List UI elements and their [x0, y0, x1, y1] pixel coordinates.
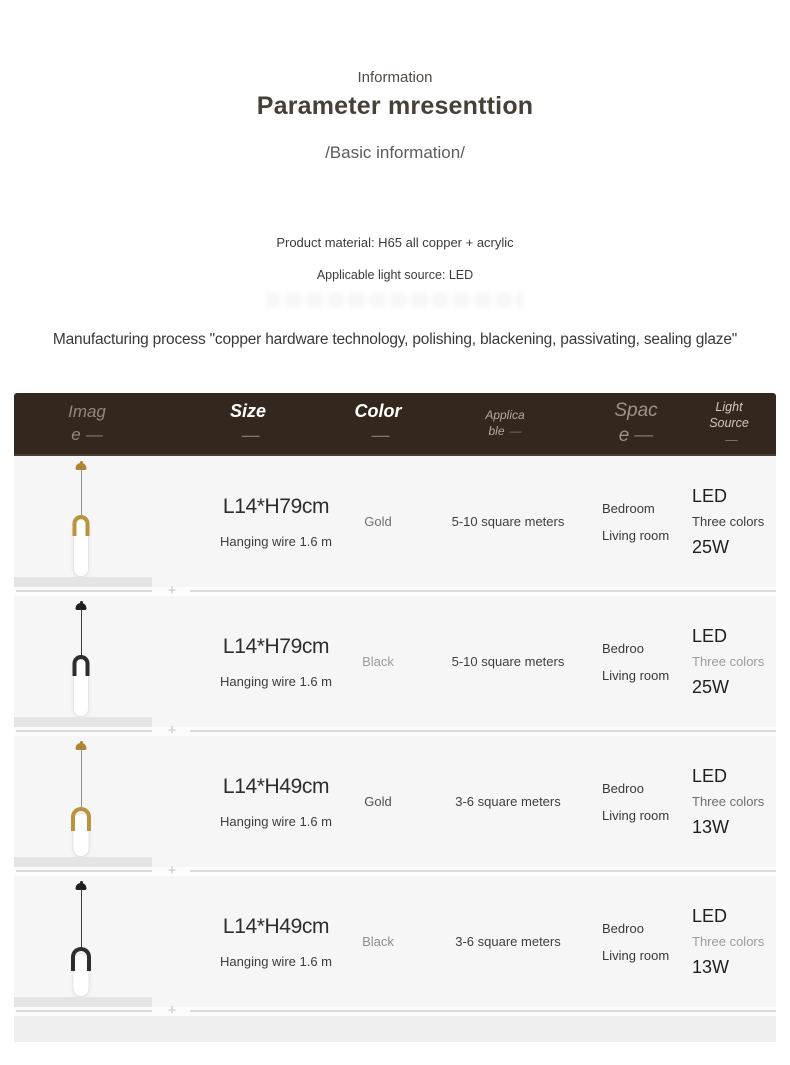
lamp-wire — [81, 749, 82, 809]
space-line-1: Bedroo — [602, 640, 644, 656]
row-divider — [14, 1002, 776, 1019]
hanging-wire-note: Hanging wire 1.6 m — [220, 813, 332, 829]
table-row — [14, 736, 776, 867]
row-divider — [14, 722, 776, 739]
table-row — [14, 876, 776, 1007]
light-type-value: LED — [692, 485, 728, 506]
hanging-wire-note: Hanging wire 1.6 m — [220, 533, 332, 549]
hanging-wire-note: Hanging wire 1.6 m — [220, 673, 332, 689]
space-cell — [590, 456, 682, 587]
pendant-lamp-image — [59, 463, 103, 583]
header-dash-icon: — — [85, 424, 103, 444]
light-type-value: LED — [692, 625, 728, 646]
divider-line-left — [16, 870, 152, 872]
column-header-space — [590, 399, 682, 448]
pendant-lamp-image — [59, 603, 103, 723]
lamp-wire — [81, 609, 82, 657]
light-colors-value: Three colors — [692, 653, 765, 669]
plus-icon: + — [167, 862, 177, 879]
applicable-value: 5-10 square meters — [451, 514, 565, 529]
light-colors-value: Three colors — [692, 793, 765, 809]
space-line-1: Bedroo — [602, 920, 644, 936]
intro-section — [0, 0, 790, 349]
spec-table — [14, 393, 776, 1042]
row-divider — [14, 582, 776, 599]
applicable-cell — [420, 876, 590, 1007]
light-source-line: Applicable light source: LED — [316, 268, 474, 282]
lamp-arch — [71, 807, 91, 831]
applicable-cell — [420, 736, 590, 867]
applicable-value: 3-6 square meters — [455, 934, 561, 949]
hanging-wire-note: Hanging wire 1.6 m — [220, 953, 332, 969]
size-cell — [160, 456, 336, 587]
plus-icon: + — [167, 582, 177, 599]
pendant-lamp-image — [59, 883, 103, 1003]
color-cell — [336, 876, 420, 1007]
space-line-2: Living room — [602, 667, 670, 683]
bottom-photo-strip — [14, 1016, 776, 1042]
header-dash-icon: — — [634, 424, 654, 446]
applicable-cell — [420, 596, 590, 727]
light-watt-value: 25W — [692, 676, 730, 697]
column-header-light-source — [682, 399, 776, 448]
product-image-cell — [14, 876, 160, 1007]
header-dash-icon: — — [725, 432, 738, 447]
applicable-value: 5-10 square meters — [451, 654, 565, 669]
product-material-line: Product material: H65 all copper + acrylic — [276, 235, 514, 250]
column-header-label: Applicable — [485, 407, 525, 438]
divider-line-right — [190, 870, 776, 872]
color-value: Black — [362, 934, 394, 949]
column-header-label: Color — [354, 401, 402, 422]
color-value: Black — [362, 654, 394, 669]
header-dash-icon: — — [371, 424, 390, 445]
size-value: L14*H49cm — [222, 914, 330, 938]
column-header-label: Size — [229, 401, 267, 422]
divider-line-right — [190, 730, 776, 732]
divider-line-left — [16, 590, 152, 592]
applicable-value: 3-6 square meters — [455, 794, 561, 809]
space-cell — [590, 876, 682, 1007]
space-cell — [590, 736, 682, 867]
column-header-label: Image — [68, 402, 106, 444]
space-line-2: Living room — [602, 807, 670, 823]
lamp-arch — [71, 947, 91, 971]
light-source-cell — [682, 876, 776, 1007]
column-header-label: Light Source — [709, 400, 749, 431]
column-header-applicable — [420, 408, 590, 439]
header-dash-icon: — — [241, 424, 260, 445]
page-title: Parameter mresenttion — [256, 92, 534, 120]
color-cell — [336, 736, 420, 867]
column-header-size — [160, 400, 336, 447]
lamp-arch — [73, 655, 90, 676]
section-subtitle: /Basic information/ — [325, 143, 465, 162]
lamp-wire — [81, 889, 82, 949]
eyebrow-text: Information — [357, 69, 433, 86]
product-image-cell — [14, 736, 160, 867]
table-row — [14, 596, 776, 727]
table-body — [14, 456, 776, 1019]
photo-floor-edge — [14, 577, 152, 587]
color-value: Gold — [364, 794, 392, 809]
light-watt-value: 13W — [692, 816, 730, 837]
light-colors-value: Three colors — [692, 933, 765, 949]
row-divider — [14, 862, 776, 879]
manufacturing-process-line: Manufacturing process "copper hardware technology, polishing, blackening, passivating, sealing glaze" — [52, 331, 738, 348]
column-header-label: Space — [614, 399, 658, 446]
photo-floor-edge — [14, 857, 152, 867]
lamp-wire — [81, 469, 82, 517]
faded-text-artifact — [266, 292, 524, 308]
lamp-arch — [73, 515, 90, 536]
product-image-cell — [14, 596, 160, 727]
space-cell — [590, 596, 682, 727]
column-header-image — [14, 401, 160, 445]
applicable-cell — [420, 456, 590, 587]
size-cell — [160, 596, 336, 727]
light-source-cell — [682, 736, 776, 867]
divider-line-right — [190, 590, 776, 592]
space-line-1: Bedroom — [602, 500, 655, 516]
photo-floor-edge — [14, 717, 152, 727]
size-value: L14*H79cm — [222, 494, 330, 518]
pendant-lamp-image — [59, 743, 103, 863]
light-watt-value: 13W — [692, 956, 730, 977]
light-type-value: LED — [692, 765, 728, 786]
photo-floor-edge — [14, 997, 152, 1007]
color-cell — [336, 596, 420, 727]
size-value: L14*H79cm — [222, 634, 330, 658]
light-type-value: LED — [692, 905, 728, 926]
color-cell — [336, 456, 420, 587]
size-cell — [160, 736, 336, 867]
plus-icon: + — [167, 1002, 177, 1019]
product-image-cell — [14, 456, 160, 587]
space-line-2: Living room — [602, 527, 670, 543]
size-value: L14*H49cm — [222, 774, 330, 798]
light-source-cell — [682, 456, 776, 587]
header-dash-icon: — — [509, 423, 522, 438]
color-value: Gold — [364, 514, 392, 529]
size-cell — [160, 876, 336, 1007]
column-header-color — [336, 400, 420, 447]
light-colors-value: Three colors — [692, 513, 765, 529]
space-line-1: Bedroo — [602, 780, 644, 796]
space-line-2: Living room — [602, 947, 670, 963]
divider-line-right — [190, 1010, 776, 1012]
divider-line-left — [16, 730, 152, 732]
plus-icon: + — [167, 722, 177, 739]
table-row — [14, 456, 776, 587]
light-source-cell — [682, 596, 776, 727]
table-header-row — [14, 393, 776, 456]
light-watt-value: 25W — [692, 536, 730, 557]
divider-line-left — [16, 1010, 152, 1012]
